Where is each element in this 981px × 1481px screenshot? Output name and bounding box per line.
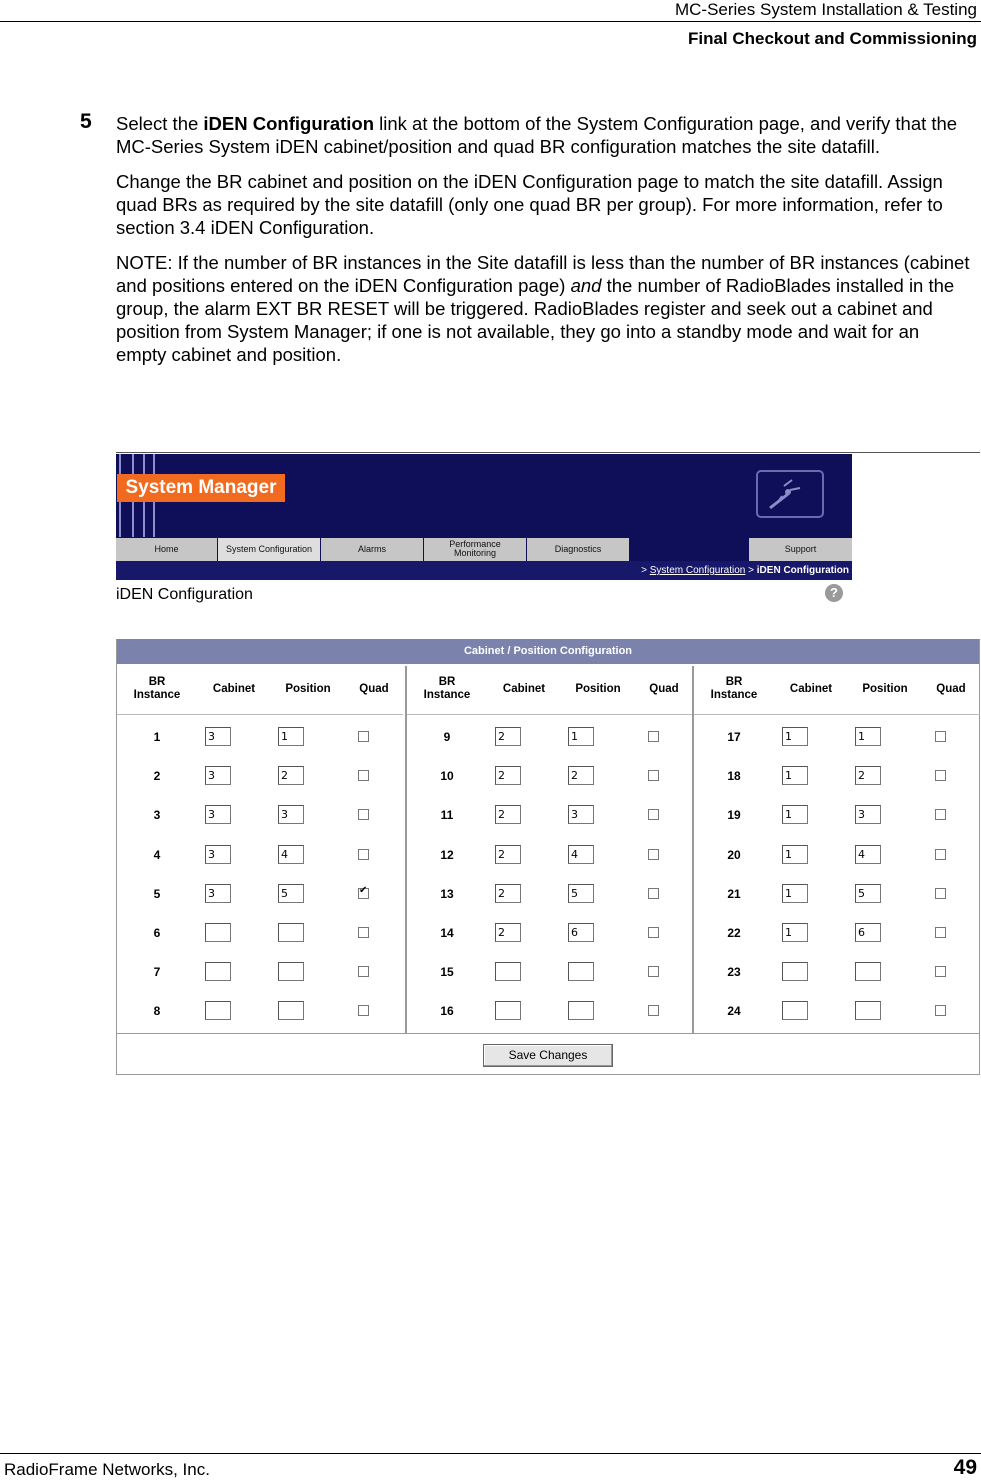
br-instance-number: 24 [727,1004,741,1019]
cabinet-input[interactable]: 3 [205,727,231,746]
cabinet-input[interactable] [495,1001,521,1020]
table-row [407,766,693,790]
table-row [694,845,980,869]
table-row [117,766,403,790]
header-divider [694,714,980,715]
br-instance-number: 2 [153,769,161,784]
position-input[interactable]: 1 [855,727,881,746]
cabinet-input[interactable] [495,962,521,981]
table-row [694,1001,980,1025]
table-row [407,962,693,986]
table-row [694,884,980,908]
quad-checkbox[interactable] [648,849,659,860]
position-input[interactable] [855,1001,881,1020]
position-input[interactable] [278,962,304,981]
footer-rule [0,1453,981,1454]
cabinet-input[interactable] [782,962,808,981]
cabinet-input[interactable]: 1 [782,727,808,746]
quad-checkbox[interactable] [935,809,946,820]
position-input[interactable] [568,1001,594,1020]
cabinet-input[interactable]: 3 [205,766,231,785]
br-instance-number: 8 [153,1004,161,1019]
quad-checkbox[interactable] [935,849,946,860]
br-group-3 [692,666,980,1033]
cabinet-input[interactable]: 2 [495,923,521,942]
header-divider [117,714,403,715]
quad-checkbox[interactable] [935,1005,946,1016]
step-paragraph-1: Select the iDEN Configuration link at the bottom of the System Configuration page, and verify that the MC-Series System iDEN cabinet/position and quad BR configuration matches the site datafill. [116,113,958,157]
cabinet-input[interactable] [205,1001,231,1020]
col-quad: Quad [359,683,389,695]
quad-checkbox[interactable] [648,809,659,820]
quad-checkbox[interactable] [358,731,369,742]
col-quad: Quad [649,683,679,695]
position-input[interactable]: 2 [278,766,304,785]
table-row [117,727,403,751]
position-input[interactable] [568,962,594,981]
table-row [694,766,980,790]
page-title: iDEN Configuration [116,586,253,603]
col-cabinet: Cabinet [502,683,546,695]
br-instance-number: 16 [440,1004,454,1019]
br-instance-number: 3 [153,808,161,823]
position-input[interactable]: 2 [568,766,594,785]
page-number: 49 [953,1456,977,1479]
br-instance-number: 17 [727,730,741,744]
br-group-2 [405,666,693,1033]
cabinet-input[interactable]: 1 [782,805,808,824]
brand-icon [756,470,824,518]
br-group-1 [117,666,403,1033]
position-input[interactable]: 4 [855,845,881,864]
quad-checkbox[interactable] [358,1005,369,1016]
position-input[interactable]: 3 [278,805,304,824]
br-instance-number: 21 [727,886,741,901]
quad-checkbox[interactable] [648,927,659,938]
table-row [694,727,980,751]
table-row [117,805,403,829]
br-instance-number: 23 [727,965,741,980]
col-br-instance: BR Instance [423,676,471,701]
tab-support[interactable]: Support [749,538,852,561]
quad-checkbox[interactable] [648,888,659,899]
quad-checkbox[interactable] [935,731,946,742]
quad-checkbox[interactable] [358,849,369,860]
quad-checkbox[interactable] [358,966,369,977]
save-row [117,1034,979,1075]
table-row [407,884,693,908]
cabinet-input[interactable] [782,1001,808,1020]
running-header-title: MC-Series System Installation & Testing [674,0,977,19]
br-instance-number: 15 [440,965,454,980]
quad-checkbox[interactable] [358,770,369,781]
figure-rule [116,452,980,453]
step-paragraph-2: Change the BR cabinet and position on the iDEN Configuration page to match the site datafill. Assign quad BRs as required by the site datafill (only one quad BR per group). For more information, refer to section 3.4 iDEN Configuration. [116,171,943,238]
quad-checkbox[interactable] [358,809,369,820]
col-br-instance: BR Instance [710,676,758,701]
cabinet-input[interactable]: 3 [205,884,231,903]
step-body [116,112,974,378]
table-row [407,805,693,829]
position-input[interactable]: 5 [855,884,881,903]
position-input[interactable]: 1 [278,727,304,746]
help-icon[interactable]: ? [825,584,843,602]
position-input[interactable]: 5 [568,884,594,903]
br-instance-number: 18 [727,769,741,784]
footer-company: RadioFrame Networks, Inc. [4,1460,210,1479]
cabinet-input[interactable] [205,923,231,942]
tab-system-configuration[interactable]: System Configuration [218,538,320,561]
table-row [407,923,693,947]
table-row [117,884,403,908]
br-instance-number: 12 [440,847,454,862]
position-input[interactable] [278,923,304,942]
br-instance-number: 13 [440,886,454,901]
br-instance-number: 6 [153,926,161,940]
br-instance-number: 11 [440,808,454,823]
header-divider [407,714,693,715]
table-title: Cabinet / Position Configuration [117,639,979,664]
col-cabinet: Cabinet [789,683,833,695]
position-input[interactable] [278,1001,304,1020]
position-input[interactable]: 1 [568,727,594,746]
cabinet-input[interactable]: 2 [495,805,521,824]
table-row [694,962,980,986]
quad-checkbox[interactable] [935,888,946,899]
step-note: NOTE: If the number of BR instances in the Site datafill is less than the number of BR instances (cabinet and positions entered on the iDEN Configuration page) and the number of RadioBlades installed in the group, the alarm EXT BR RESET will be triggered. RadioBlades register and seek out a cabinet and position from System Manager; if one is not available, they go into a standby mode and wait for an empty cabinet and position. [116,252,970,365]
position-input[interactable]: 6 [855,923,881,942]
cabinet-input[interactable]: 2 [495,884,521,903]
cabinet-input[interactable]: 1 [782,766,808,785]
quad-checkbox[interactable] [358,927,369,938]
tab-home[interactable]: Home [116,538,217,561]
app-banner [116,454,852,579]
col-position: Position [575,683,621,695]
cabinet-input[interactable]: 3 [205,845,231,864]
quad-checkbox[interactable] [648,1005,659,1016]
quad-checkbox[interactable] [935,927,946,938]
quad-checkbox[interactable] [648,966,659,977]
br-instance-number: 4 [153,847,161,862]
br-instance-number: 22 [727,926,741,940]
position-input[interactable]: 3 [855,805,881,824]
quad-checkbox[interactable] [648,731,659,742]
cabinet-input[interactable]: 3 [205,805,231,824]
position-input[interactable] [855,962,881,981]
breadcrumb: > System Configuration > iDEN Configuration [116,561,852,580]
cabinet-input[interactable] [205,962,231,981]
br-instance-number: 14 [440,926,454,940]
tab-diagnostics[interactable]: Diagnostics [527,538,629,561]
table-row [407,845,693,869]
cabinet-input[interactable]: 2 [495,845,521,864]
col-br-instance: BR Instance [133,676,181,701]
cabinet-input[interactable]: 2 [495,766,521,785]
position-input[interactable]: 4 [278,845,304,864]
table-groups [117,664,979,1034]
position-input[interactable]: 4 [568,845,594,864]
step-number: 5 [80,110,92,133]
iden-config-emphasis: iDEN Configuration [203,113,375,134]
quad-checkbox[interactable] [358,888,369,899]
position-input[interactable]: 5 [278,884,304,903]
table-row [117,1001,403,1025]
header-rule [0,21,981,22]
col-cabinet: Cabinet [212,683,256,695]
quad-checkbox[interactable] [935,966,946,977]
quad-checkbox[interactable] [935,770,946,781]
table-row [694,805,980,829]
tab-performance-monitoring[interactable]: Performance Monitoring [424,538,526,561]
position-input[interactable]: 2 [855,766,881,785]
cabinet-input[interactable]: 2 [495,727,521,746]
screenshot-figure [116,452,980,1077]
system-manager-logo: System Manager [117,474,285,502]
tab-alarms[interactable]: Alarms [321,538,423,561]
position-input[interactable]: 3 [568,805,594,824]
cabinet-input[interactable]: 1 [782,845,808,864]
cabinet-input[interactable]: 1 [782,884,808,903]
running-header-subtitle: Final Checkout and Commissioning [687,29,977,48]
nav-tabs [116,538,852,561]
br-instance-number: 5 [153,886,161,901]
table-row [117,923,403,947]
col-quad: Quad [936,683,966,695]
col-position: Position [862,683,908,695]
table-row [117,845,403,869]
breadcrumb-current: iDEN Configuration [756,565,849,576]
breadcrumb-link-system-configuration[interactable]: System Configuration [649,565,746,576]
table-row [694,923,980,947]
cabinet-input[interactable]: 1 [782,923,808,942]
br-instance-number: 1 [153,730,161,744]
cabinet-position-table [116,639,980,1075]
br-instance-number: 10 [440,769,454,784]
position-input[interactable]: 6 [568,923,594,942]
br-instance-number: 19 [727,808,741,823]
col-position: Position [285,683,331,695]
quad-checkbox[interactable] [648,770,659,781]
br-instance-number: 9 [443,730,451,744]
br-instance-number: 20 [727,847,741,862]
table-row [407,1001,693,1025]
table-row [407,727,693,751]
table-row [117,962,403,986]
br-instance-number: 7 [153,965,161,980]
save-changes-button[interactable]: Save Changes [483,1044,613,1067]
